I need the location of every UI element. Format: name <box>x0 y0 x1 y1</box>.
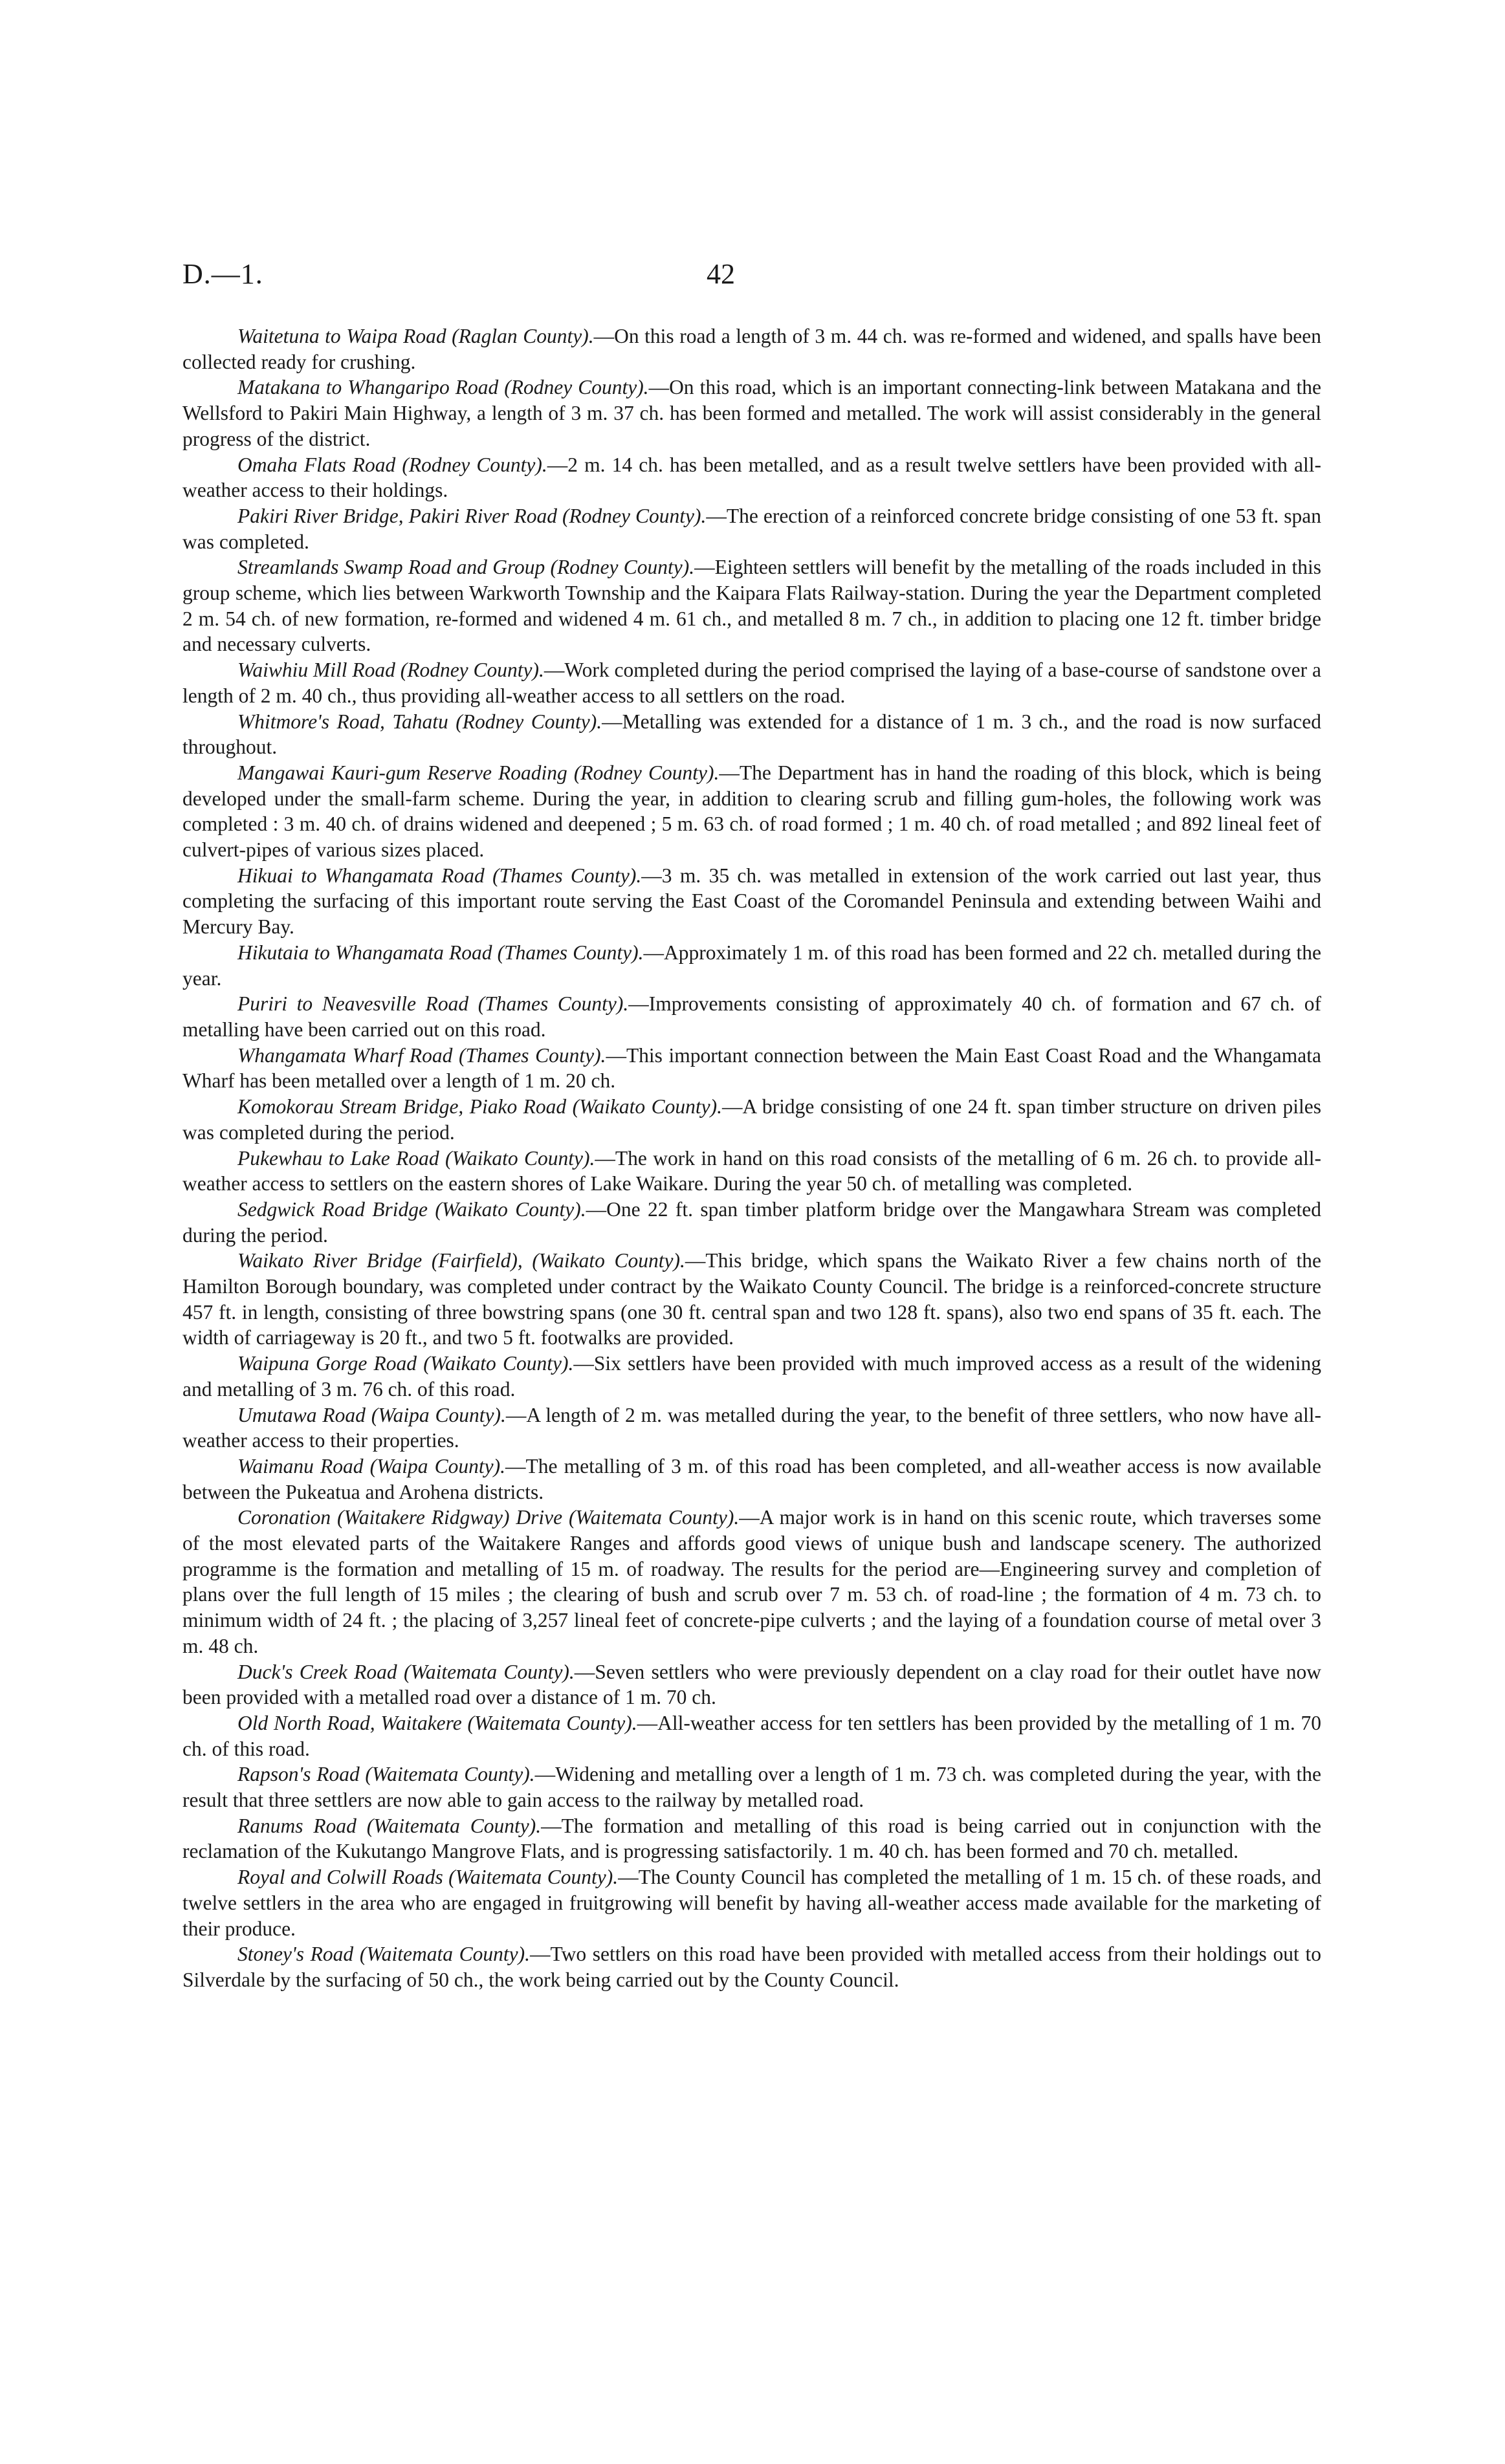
paragraph-text: —A length of 2 m. was metalled during the year, to the benefit of three settlers, who now have all-weather access to their properties. <box>182 1403 1321 1452</box>
paragraph-title: Komokorau Stream Bridge, Piako Road (Waikato County). <box>237 1095 722 1118</box>
paragraph-text: —The erection of a reinforced concrete bridge consisting of one 53 ft. span was completed. <box>182 504 1321 553</box>
paragraph-title: Hikutaia to Whangamata Road (Thames County). <box>237 941 644 964</box>
paragraph-text: —Metalling was extended for a distance of 1 m. 3 ch., and the road is now surfaced throughout. <box>182 710 1321 759</box>
paragraph-coronation-drive <box>182 1505 1321 1659</box>
paragraph-waimanu-road <box>182 1454 1321 1505</box>
paragraph-text: —3 m. 35 ch. was metalled in extension of the work carried out last year, thus completing the surfacing of this important route serving the East Coast of the Coromandel Peninsula and extending between Waihi and Mercury Bay. <box>182 864 1321 939</box>
paragraph-title: Waipuna Gorge Road (Waikato County). <box>237 1352 574 1375</box>
paragraph-text: —A bridge consisting of one 24 ft. span timber structure on driven piles was completed during the period. <box>182 1095 1321 1144</box>
paragraph-title: Old North Road, Waitakere (Waitemata County). <box>237 1711 637 1734</box>
paragraph-text: —This bridge, which spans the Waikato River a few chains north of the Hamilton Borough boundary, was completed under contract by the Waikato County Council. The bridge is a reinforced-concrete structure 457 ft. in length, consisting of three bowstring spans (one 30 ft. central span and two 128 ft. spans), also two end spans of 35 ft. each. The width of carriageway is 20 ft., and two 5 ft. footwalks are provided. <box>182 1249 1321 1349</box>
paragraph-title: Streamlands Swamp Road and Group (Rodney County). <box>237 556 695 579</box>
paragraph-title: Stoney's Road (Waitemata County). <box>237 1943 531 1966</box>
paragraph-umutawa-road <box>182 1402 1321 1454</box>
paragraph-waitetuna-waipa-road <box>182 323 1321 375</box>
paragraph-title: Coronation (Waitakere Ridgway) Drive (Waitemata County). <box>237 1506 740 1529</box>
paragraph-title: Sedgwick Road Bridge (Waikato County). <box>237 1197 586 1221</box>
paragraph-title: Waikato River Bridge (Fairfield), (Waikato County). <box>237 1249 685 1272</box>
paragraph-text: —Six settlers have been provided with much improved access as a result of the widening and metalling of 3 m. 76 ch. of this road. <box>182 1352 1321 1401</box>
paragraph-text: —The work in hand on this road consists of the metalling of 6 m. 26 ch. to provide all-weather access to settlers on the eastern shores of Lake Waikare. During the year 50 ch. of metalling was completed. <box>182 1146 1321 1195</box>
paragraph-text: —On this road, which is an important connecting-link between Matakana and the Wellsford to Pakiri Main Highway, a length of 3 m. 37 ch. has been formed and metalled. The work will assist considerably in the general progress of the district. <box>182 376 1321 450</box>
document-reference: D.—1. <box>182 258 263 290</box>
paragraph-pukewhau-lake-road <box>182 1146 1321 1197</box>
paragraph-waipuna-gorge-road <box>182 1351 1321 1402</box>
paragraph-text: —Work completed during the period comprised the laying of a base-course of sandstone over a length of 2 m. 40 ch., thus providing all-weather access to all settlers on the road. <box>182 659 1321 707</box>
paragraph-text: —2 m. 14 ch. has been metalled, and as a result twelve settlers have been provided with all-weather access to their holdings. <box>182 453 1321 502</box>
paragraph-title: Duck's Creek Road (Waitemata County). <box>237 1660 575 1683</box>
paragraph-text: —Widening and metalling over a length of 1 m. 73 ch. was completed during the year, with the result that three settlers are now able to gain access to the railway by metalled road. <box>182 1763 1321 1812</box>
paragraph-mangawai-reserve-roading <box>182 760 1321 863</box>
paragraph-title: Ranums Road (Waitemata County). <box>237 1814 542 1837</box>
page-number: 42 <box>707 258 735 290</box>
paragraph-ranums-road <box>182 1813 1321 1864</box>
paragraph-title: Matakana to Whangaripo Road (Rodney County). <box>237 376 649 399</box>
paragraph-title: Puriri to Neavesville Road (Thames County). <box>237 992 629 1016</box>
paragraph-text: —On this road a length of 3 m. 44 ch. was re-formed and widened, and spalls have been collected ready for crushing. <box>182 325 1321 373</box>
paragraph-matakana-whangaripo-road <box>182 375 1321 452</box>
paragraph-ducks-creek-road <box>182 1659 1321 1710</box>
paragraph-text: —Improvements consisting of approximately 40 ch. of formation and 67 ch. of metalling have been carried out on this road. <box>182 992 1321 1041</box>
paragraph-text: —A major work is in hand on this scenic route, which traverses some of the most elevated parts of the Waitakere Ranges and affords good views of unique bush and landscape scenery. The authorized programme is the formation and metalling of 15 m. of roadway. The results for the period are—Engineering survey and completion of plans over the full length of 15 miles ; the clearing of bush and scrub over 7 m. 53 ch. of road-line ; the formation of 4 m. 73 ch. to minimum width of 24 ft. ; the placing of 3,257 lineal feet of concrete-pipe culverts ; and the laying of a foundation course of metal over 3 m. 48 ch. <box>182 1506 1321 1657</box>
paragraph-text: —Approximately 1 m. of this road has been formed and 22 ch. metalled during the year. <box>182 941 1322 990</box>
paragraph-royal-colwill-roads <box>182 1864 1321 1941</box>
paragraph-title: Waimanu Road (Waipa County). <box>237 1454 505 1477</box>
paragraph-title: Waitetuna to Waipa Road (Raglan County). <box>237 325 594 347</box>
paragraph-whangamata-wharf-road <box>182 1043 1321 1094</box>
page-header <box>182 257 1321 296</box>
paragraph-waiwhiu-mill-road <box>182 657 1321 708</box>
paragraph-waikato-river-bridge <box>182 1248 1321 1351</box>
paragraph-text: —The Department has in hand the roading of this block, which is being developed under the small-farm scheme. During the year, in addition to clearing scrub and filling gum-holes, the following work was completed : 3 m. 40 ch. of drains widened and deepened ; 5 m. 63 ch. of road formed ; 1 m. 40 ch. of road metalled ; and 892 lineal feet of culvert-pipes of various sizes placed. <box>182 761 1321 862</box>
paragraph-old-north-road <box>182 1710 1321 1761</box>
paragraph-text: —The formation and metalling of this road is being carried out in conjunction with the reclamation of the Kukutango Mangrove Flats, and is progressing satisfactorily. 1 m. 40 ch. has been formed and 70 ch. metalled. <box>182 1814 1322 1863</box>
paragraph-title: Waiwhiu Mill Road (Rodney County). <box>237 659 544 682</box>
paragraph-text: —Eighteen settlers will benefit by the metalling of the roads included in this group scheme, which lies between Warkworth Township and the Kaipara Flats Railway-station. During the year the Department completed 2 m. 54 ch. of new formation, re-formed and widened 4 m. 61 ch., and metalled 8 m. 7 ch., in addition to placing one 12 ft. timber bridge and necessary culverts. <box>182 556 1321 656</box>
paragraph-title: Umutawa Road (Waipa County). <box>237 1403 506 1426</box>
paragraph-streamlands-swamp-road <box>182 554 1321 657</box>
paragraph-title: Pukewhau to Lake Road (Waikato County). <box>237 1146 595 1170</box>
paragraph-text: —The County Council has completed the metalling of 1 m. 15 ch. of these roads, and twelve settlers in the area who are engaged in fruitgrowing will benefit by having all-weather access made available for the marketing of their produce. <box>182 1866 1321 1940</box>
paragraph-hikuai-whangamata-road <box>182 863 1321 940</box>
paragraph-title: Mangawai Kauri-gum Reserve Roading (Rodney County). <box>237 761 720 784</box>
paragraph-title: Rapson's Road (Waitemata County). <box>237 1763 535 1786</box>
paragraph-title: Hikuai to Whangamata Road (Thames County). <box>237 864 642 887</box>
paragraph-sedgwick-road-bridge <box>182 1197 1321 1248</box>
paragraph-puriri-neavesville-road <box>182 991 1321 1042</box>
paragraph-whitmores-road <box>182 709 1321 760</box>
paragraph-title: Royal and Colwill Roads (Waitemata County). <box>237 1866 619 1889</box>
report-body <box>182 323 1321 1993</box>
paragraph-text: —Seven settlers who were previously dependent on a clay road for their outlet have now been provided with a metalled road over a distance of 1 m. 70 ch. <box>182 1660 1321 1709</box>
paragraph-title: Omaha Flats Road (Rodney County). <box>237 453 547 476</box>
paragraph-title: Whangamata Wharf Road (Thames County). <box>237 1043 606 1067</box>
paragraph-title: Pakiri River Bridge, Pakiri River Road (Rodney County). <box>237 504 707 527</box>
paragraph-rapsons-road <box>182 1761 1321 1813</box>
paragraph-pakiri-river-bridge <box>182 503 1321 554</box>
paragraph-komokorau-stream-bridge <box>182 1094 1321 1145</box>
paragraph-stoneys-road <box>182 1941 1321 1992</box>
paragraph-text: —This important connection between the Main East Coast Road and the Whangamata Wharf has been metalled over a length of 1 m. 20 ch. <box>182 1043 1322 1093</box>
paragraph-text: —All-weather access for ten settlers has been provided by the metalling of 1 m. 70 ch. of this road. <box>182 1711 1321 1760</box>
paragraph-hikutaia-whangamata-road <box>182 940 1321 991</box>
paragraph-omaha-flats-road <box>182 452 1321 503</box>
paragraph-title: Whitmore's Road, Tahatu (Rodney County). <box>237 710 602 733</box>
paragraph-text: —One 22 ft. span timber platform bridge over the Mangawhara Stream was completed during the period. <box>182 1197 1321 1247</box>
paragraph-text: —Two settlers on this road have been provided with metalled access from their holdings out to Silverdale by the surfacing of 50 ch., the work being carried out by the County Council. <box>182 1943 1321 1991</box>
paragraph-text: —The metalling of 3 m. of this road has been completed, and all-weather access is now available between the Pukeatua and Arohena districts. <box>182 1454 1321 1503</box>
